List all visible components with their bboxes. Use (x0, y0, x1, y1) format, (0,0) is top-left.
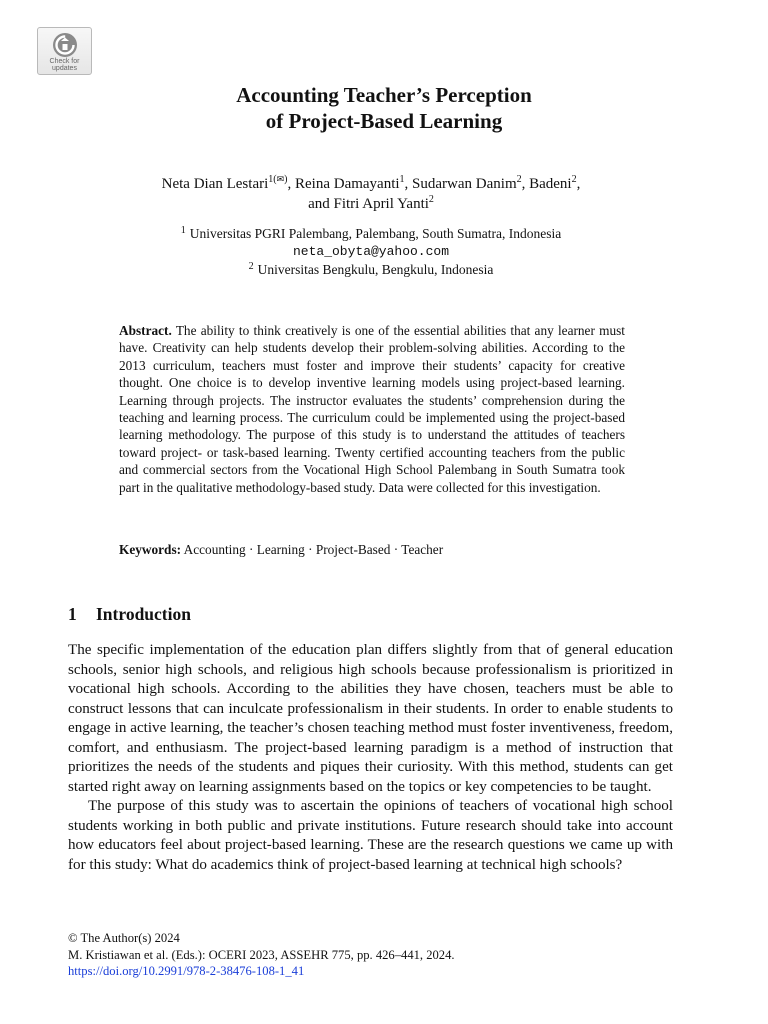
author-email[interactable]: neta_obyta@yahoo.com (292, 244, 450, 259)
section-title: Introduction (96, 604, 191, 624)
paragraph-1: The specific implementation of the education plan differs slightly from that of general education schools, senior high schools, and religious high schools because professionalism is prioritized in vocational high schools. According to the abilities they have chosen, teachers must be able to construct lessons that can inculcate professionalism in their students. In order to enable students to engage in active learning, the teacher’s chosen teaching method must foster inventiveness, freedom, comfort, and enthusiasm. The project-based learning paradigm is a method of instruction that prioritizes the needs of the students and piques their curiosity. With this method, students can get started right away on learning assignments based on the topics or key competencies to be taught. (68, 642, 673, 795)
author-name: Neta Dian Lestari (161, 176, 269, 192)
title-line-2: of Project-Based Learning (265, 109, 503, 133)
doi-link[interactable]: https://doi.org/10.2991/978-2-38476-108-1_41 (68, 964, 305, 978)
copyright-line: © The Author(s) 2024 (68, 931, 180, 945)
badge-label-line1: Check for (49, 58, 80, 65)
author-name: , Badeni (521, 176, 572, 192)
paper-title (0, 82, 768, 134)
author-affiliation-mark: 2 (428, 194, 434, 205)
author-name: and Fitri April Yanti (308, 196, 429, 212)
envelope-icon[interactable]: ✉ (276, 175, 285, 185)
author-name: , Reina Damayanti (287, 176, 400, 192)
paragraph-2: The purpose of this study was to ascertain the opinions of teachers of vocational high school students working in both public and private institutions. Future research should take into account how educators feel about project-based learning. These are the research questions we came up with for this study: What do academics think of project-based learning at technical high schools? (68, 798, 673, 873)
author-affiliation-mark: 1 (399, 174, 405, 185)
affiliation-block (0, 225, 742, 279)
page-footer (68, 930, 688, 980)
keywords-label: Keywords: (119, 542, 182, 557)
title-line-1: Accounting Teacher’s Perception (236, 83, 532, 107)
author-affiliation-mark: 2 (571, 174, 577, 185)
author-affiliation-mark: 1(✉) (268, 174, 288, 185)
affiliation-1: $^1$ Universitas PGRI Palembang, Palembang, South Sumatra, Indonesia (180, 225, 562, 241)
section-heading (68, 603, 191, 625)
section-number: 1 (68, 604, 77, 624)
author-name: , Sudarwan Danim (404, 176, 517, 192)
abstract-text: The ability to think creatively is one of the essential abilities that any learner must have. Creativity can help students develop their problem-solving abilities. According to the 2013 curriculum, teachers must foster and improve their students’ capacity for creative thought. One choice is to develop inventive learning models using project-based learning. Learning through projects. The instructor evaluates the students’ comprehension during the teaching and learning process. The curriculum could be implemented using the project-based learning methodology. The purpose of this study is to understand the attitudes of teachers toward project- or task-based learning. Twenty certified accounting teachers from the public and commercial sectors from the Vocational High School Palembang in South Sumatra took part in the qualitative methodology-based study. Data were collected for this investigation. (119, 323, 625, 495)
badge-label-line2: updates (52, 65, 77, 72)
abstract (119, 322, 625, 496)
affiliation-2: $^2$ Universitas Bengkulu, Bengkulu, Indonesia (248, 261, 494, 277)
check-for-updates-icon (52, 32, 78, 58)
keywords (119, 541, 625, 559)
author-list: Neta Dian Lestari$^{1(✉)}$, Reina Damayanti$^1$, Sudarwan Danim$^2$, Badeni$^2$, and Fitri April Yanti$^2$ (161, 174, 581, 212)
abstract-label: Abstract. (119, 323, 172, 338)
citation-line: M. Kristiawan et al. (Eds.): OCERI 2023, ASSEHR 775, pp. 426–441, 2024. (68, 947, 455, 962)
body-text (68, 641, 673, 875)
author-affiliation-mark: 2 (516, 174, 522, 185)
keywords-text: Accounting · Learning · Project-Based · Teacher (183, 542, 444, 557)
check-for-updates-badge[interactable] (37, 27, 92, 75)
